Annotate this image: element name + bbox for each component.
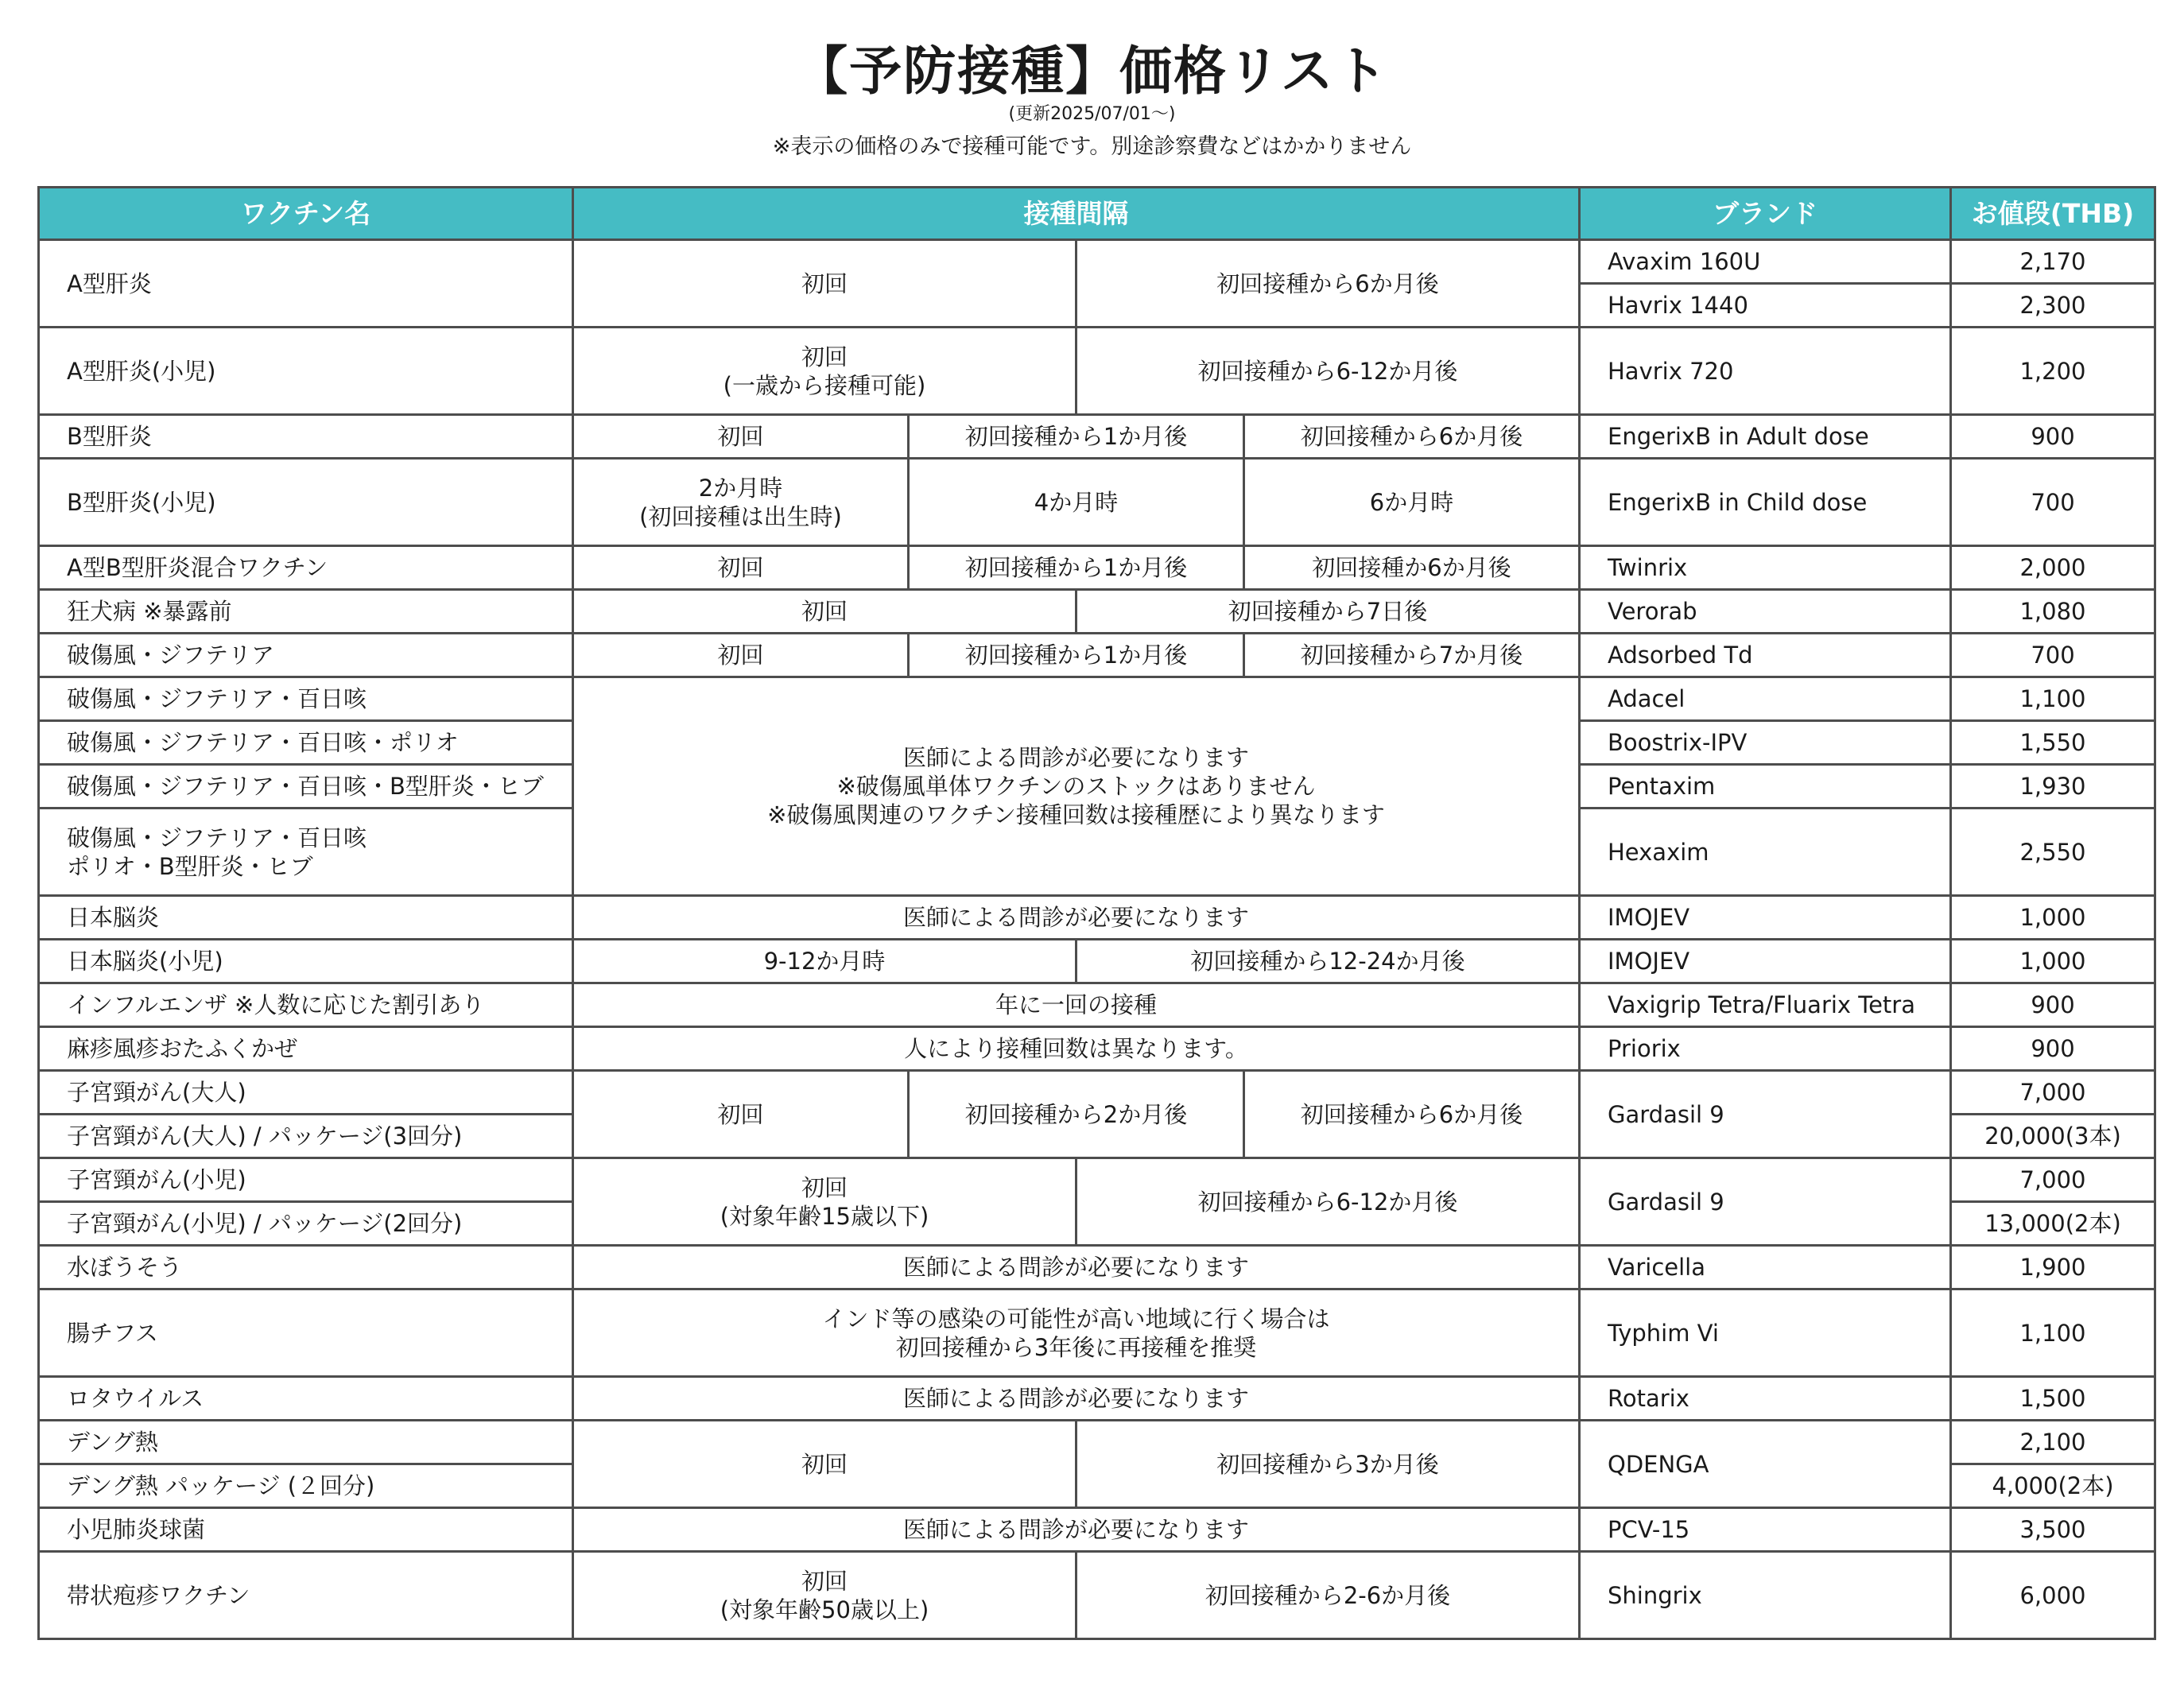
table-row bbox=[39, 1552, 2155, 1639]
table-row bbox=[39, 896, 2155, 940]
price-cell: 3,500 bbox=[1951, 1508, 2155, 1552]
interval-cell: 初回接種から6か月後 bbox=[1244, 415, 1580, 459]
interval-cell: 初回接種から2-6か月後 bbox=[1076, 1552, 1580, 1639]
price-cell: 1,000 bbox=[1951, 896, 2155, 940]
vaccine-name: A型B型肝炎混合ワクチン bbox=[39, 546, 573, 590]
interval-cell: 初回 bbox=[573, 590, 1076, 634]
price-cell: 2,100 bbox=[1951, 1421, 2155, 1464]
table-row bbox=[39, 1071, 2155, 1115]
interval-cell: 初回 bbox=[573, 1421, 1076, 1508]
table-header-row bbox=[39, 188, 2155, 240]
interval-cell: 初回接種から7か月後 bbox=[1244, 634, 1580, 677]
price-cell: 1,930 bbox=[1951, 765, 2155, 809]
brand-cell: Havrix 1440 bbox=[1580, 284, 1951, 328]
header-vaccine-name: ワクチン名 bbox=[39, 188, 573, 240]
brand-cell: Varicella bbox=[1580, 1246, 1951, 1289]
price-cell: 700 bbox=[1951, 634, 2155, 677]
brand-cell: Rotarix bbox=[1580, 1377, 1951, 1421]
table-row bbox=[39, 590, 2155, 634]
interval-cell: 2か月時 (初回接種は出生時) bbox=[573, 459, 909, 546]
brand-cell: Adacel bbox=[1580, 677, 1951, 721]
vaccine-name: 狂犬病 ※暴露前 bbox=[39, 590, 573, 634]
vaccine-name: 破傷風・ジフテリア・百日咳・B型肝炎・ヒブ bbox=[39, 765, 573, 809]
vaccine-price-table bbox=[37, 186, 2156, 1640]
interval-cell: 初回接種から7日後 bbox=[1076, 590, 1580, 634]
brand-cell: Adsorbed Td bbox=[1580, 634, 1951, 677]
vaccine-name: 子宮頸がん(小児) bbox=[39, 1158, 573, 1202]
interval-cell: 初回接種から1か月後 bbox=[909, 415, 1244, 459]
brand-cell: QDENGA bbox=[1580, 1421, 1951, 1508]
vaccine-name: 水ぼうそう bbox=[39, 1246, 573, 1289]
interval-cell: 初回 bbox=[573, 1071, 909, 1158]
price-cell: 900 bbox=[1951, 415, 2155, 459]
brand-cell: Havrix 720 bbox=[1580, 328, 1951, 415]
table-row bbox=[39, 415, 2155, 459]
vaccine-name: A型肝炎 bbox=[39, 240, 573, 328]
table-row bbox=[39, 1289, 2155, 1377]
table-row bbox=[39, 940, 2155, 983]
table-row bbox=[39, 983, 2155, 1027]
interval-cell: 医師による問診が必要になります ※破傷風単体ワクチンのストックはありません ※破傷風関連のワクチン接種回数は接種歴により異なります bbox=[573, 677, 1580, 896]
brand-cell: Gardasil 9 bbox=[1580, 1158, 1951, 1246]
price-cell: 6,000 bbox=[1951, 1552, 2155, 1639]
vaccine-name: 腸チフス bbox=[39, 1289, 573, 1377]
brand-cell: IMOJEV bbox=[1580, 896, 1951, 940]
price-cell: 1,550 bbox=[1951, 721, 2155, 765]
vaccine-name: B型肝炎 bbox=[39, 415, 573, 459]
interval-cell: 4か月時 bbox=[909, 459, 1244, 546]
vaccine-name: 帯状疱疹ワクチン bbox=[39, 1552, 573, 1639]
brand-cell: Avaxim 160U bbox=[1580, 240, 1951, 284]
price-cell: 2,170 bbox=[1951, 240, 2155, 284]
price-cell: 1,100 bbox=[1951, 677, 2155, 721]
brand-cell: Verorab bbox=[1580, 590, 1951, 634]
brand-cell: Gardasil 9 bbox=[1580, 1071, 1951, 1158]
price-cell: 2,000 bbox=[1951, 546, 2155, 590]
interval-cell: 初回接種か6か月後 bbox=[1244, 546, 1580, 590]
header-interval: 接種間隔 bbox=[573, 188, 1580, 240]
brand-cell: Boostrix-IPV bbox=[1580, 721, 1951, 765]
vaccine-name: 麻疹風疹おたふくかぜ bbox=[39, 1027, 573, 1071]
interval-cell: 初回接種から6か月後 bbox=[1076, 240, 1580, 328]
vaccine-name: 子宮頸がん(大人) / パッケージ(3回分) bbox=[39, 1115, 573, 1158]
price-note: ※表示の価格のみで接種可能です。別途診察費などはかかりません bbox=[772, 134, 1412, 159]
price-cell: 7,000 bbox=[1951, 1071, 2155, 1115]
interval-cell: 初回接種から12-24か月後 bbox=[1076, 940, 1580, 983]
brand-cell: EngerixB in Adult dose bbox=[1580, 415, 1951, 459]
price-cell: 700 bbox=[1951, 459, 2155, 546]
interval-cell: 初回 bbox=[573, 634, 909, 677]
table-row bbox=[39, 328, 2155, 415]
vaccine-name: デング熱 パッケージ (２回分) bbox=[39, 1464, 573, 1508]
page-title: 【予防接種】価格リスト bbox=[795, 41, 1389, 102]
interval-cell: 初回接種から6-12か月後 bbox=[1076, 1158, 1580, 1246]
brand-cell: Typhim Vi bbox=[1580, 1289, 1951, 1377]
interval-cell: 初回 bbox=[573, 546, 909, 590]
table-row bbox=[39, 1246, 2155, 1289]
vaccine-name: 破傷風・ジフテリア・百日咳 bbox=[39, 677, 573, 721]
brand-cell: Hexaxim bbox=[1580, 809, 1951, 896]
table-row bbox=[39, 1027, 2155, 1071]
price-cell: 1,900 bbox=[1951, 1246, 2155, 1289]
interval-cell: 初回接種から2か月後 bbox=[909, 1071, 1244, 1158]
table-row bbox=[39, 546, 2155, 590]
price-cell: 900 bbox=[1951, 983, 2155, 1027]
vaccine-name: インフルエンザ ※人数に応じた割引あり bbox=[39, 983, 573, 1027]
price-cell: 1,200 bbox=[1951, 328, 2155, 415]
brand-cell: Priorix bbox=[1580, 1027, 1951, 1071]
interval-cell: 初回接種から3か月後 bbox=[1076, 1421, 1580, 1508]
interval-cell: 初回 bbox=[573, 240, 1076, 328]
price-cell: 1,100 bbox=[1951, 1289, 2155, 1377]
vaccine-name: 破傷風・ジフテリア bbox=[39, 634, 573, 677]
brand-cell: IMOJEV bbox=[1580, 940, 1951, 983]
table-row bbox=[39, 677, 2155, 721]
header-price: お値段(THB) bbox=[1951, 188, 2155, 240]
interval-cell: 年に一回の接種 bbox=[573, 983, 1580, 1027]
price-cell: 1,080 bbox=[1951, 590, 2155, 634]
header-brand: ブランド bbox=[1580, 188, 1951, 240]
vaccine-name: ロタウイルス bbox=[39, 1377, 573, 1421]
interval-cell: 初回接種から1か月後 bbox=[909, 634, 1244, 677]
table-row bbox=[39, 1377, 2155, 1421]
brand-cell: Shingrix bbox=[1580, 1552, 1951, 1639]
table-row bbox=[39, 1421, 2155, 1464]
brand-cell: Vaxigrip Tetra/Fluarix Tetra bbox=[1580, 983, 1951, 1027]
price-cell: 20,000(3本) bbox=[1951, 1115, 2155, 1158]
price-cell: 1,500 bbox=[1951, 1377, 2155, 1421]
table-row bbox=[39, 1508, 2155, 1552]
interval-cell: 医師による問診が必要になります bbox=[573, 1246, 1580, 1289]
interval-cell: 初回 (対象年齢50歳以上) bbox=[573, 1552, 1076, 1639]
interval-cell: 医師による問診が必要になります bbox=[573, 1508, 1580, 1552]
update-date: (更新2025/07/01〜) bbox=[1008, 104, 1176, 124]
vaccine-name: デング熱 bbox=[39, 1421, 573, 1464]
price-cell: 7,000 bbox=[1951, 1158, 2155, 1202]
table-row bbox=[39, 459, 2155, 546]
vaccine-name: 子宮頸がん(小児) / パッケージ(2回分) bbox=[39, 1202, 573, 1246]
brand-cell: Pentaxim bbox=[1580, 765, 1951, 809]
interval-cell: 6か月時 bbox=[1244, 459, 1580, 546]
vaccine-name: 日本脳炎(小児) bbox=[39, 940, 573, 983]
interval-cell: 初回 bbox=[573, 415, 909, 459]
interval-cell: 人により接種回数は異なります。 bbox=[573, 1027, 1580, 1071]
interval-cell: 初回接種から1か月後 bbox=[909, 546, 1244, 590]
price-cell: 1,000 bbox=[1951, 940, 2155, 983]
brand-cell: EngerixB in Child dose bbox=[1580, 459, 1951, 546]
interval-cell: 初回 (一歳から接種可能) bbox=[573, 328, 1076, 415]
table-row bbox=[39, 240, 2155, 284]
vaccine-name: B型肝炎(小児) bbox=[39, 459, 573, 546]
price-cell: 4,000(2本) bbox=[1951, 1464, 2155, 1508]
vaccine-name: 子宮頸がん(大人) bbox=[39, 1071, 573, 1115]
price-cell: 13,000(2本) bbox=[1951, 1202, 2155, 1246]
interval-cell: インド等の感染の可能性が高い地域に行く場合は 初回接種から3年後に再接種を推奨 bbox=[573, 1289, 1580, 1377]
table-row bbox=[39, 1158, 2155, 1202]
price-cell: 2,550 bbox=[1951, 809, 2155, 896]
vaccine-name: A型肝炎(小児) bbox=[39, 328, 573, 415]
interval-cell: 医師による問診が必要になります bbox=[573, 1377, 1580, 1421]
interval-cell: 医師による問診が必要になります bbox=[573, 896, 1580, 940]
interval-cell: 9-12か月時 bbox=[573, 940, 1076, 983]
interval-cell: 初回接種から6-12か月後 bbox=[1076, 328, 1580, 415]
brand-cell: PCV-15 bbox=[1580, 1508, 1951, 1552]
vaccine-name: 日本脳炎 bbox=[39, 896, 573, 940]
table-row bbox=[39, 634, 2155, 677]
price-cell: 900 bbox=[1951, 1027, 2155, 1071]
interval-cell: 初回接種から6か月後 bbox=[1244, 1071, 1580, 1158]
vaccine-name: 破傷風・ジフテリア・百日咳 ポリオ・B型肝炎・ヒブ bbox=[39, 809, 573, 896]
price-cell: 2,300 bbox=[1951, 284, 2155, 328]
vaccine-name: 破傷風・ジフテリア・百日咳・ポリオ bbox=[39, 721, 573, 765]
vaccine-name: 小児肺炎球菌 bbox=[39, 1508, 573, 1552]
interval-cell: 初回 (対象年齢15歳以下) bbox=[573, 1158, 1076, 1246]
brand-cell: Twinrix bbox=[1580, 546, 1951, 590]
